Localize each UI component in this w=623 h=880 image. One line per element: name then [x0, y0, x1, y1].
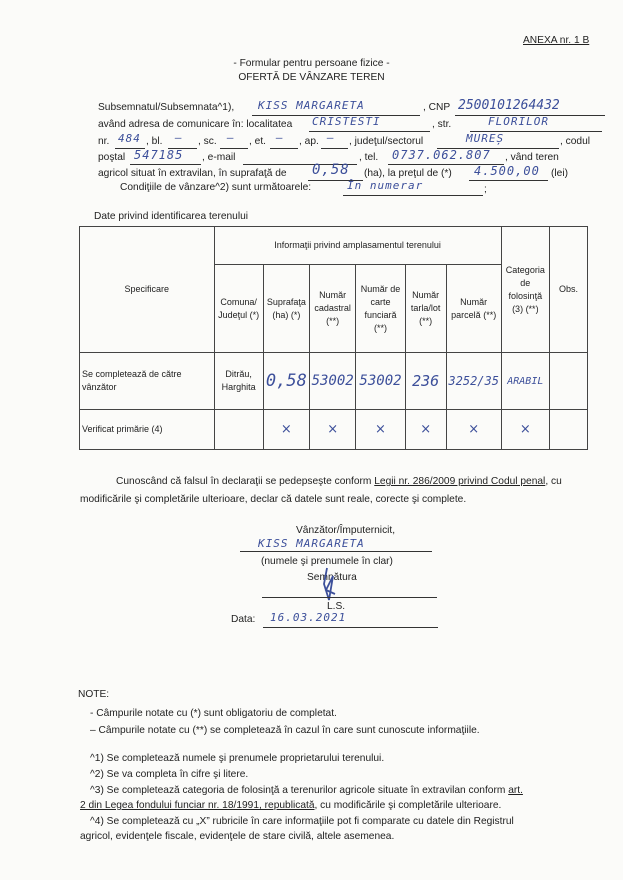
ap-label: , ap. [299, 136, 319, 147]
obs-header: Obs. [549, 227, 587, 353]
date-label: Data: [231, 614, 256, 625]
note-optional: – Câmpurile notate cu (**) se completează în cazul în care sunt cunoscute informaţiile. [90, 725, 480, 736]
land-table [79, 226, 588, 450]
nr-field[interactable]: 484 [118, 132, 141, 145]
cell-obs[interactable] [549, 353, 587, 410]
verif-mark[interactable]: × [501, 410, 549, 450]
cell-comuna: Ditrău, Harghita [214, 353, 263, 410]
footnote-1: ^1) Se completează numele şi prenumele proprietarului terenului. [90, 753, 385, 764]
footnote-2: ^2) Se va completa în cifre şi litere. [90, 769, 249, 780]
street-field[interactable]: FLORILOR [488, 115, 549, 128]
subsemnatul-label: Subsemnatul/Subsemnata^1), [98, 102, 235, 113]
sell-label: , vând teren [505, 152, 559, 163]
cell-carte[interactable]: 53002 [356, 353, 405, 410]
price-label: (ha), la preţul de (*) [364, 168, 452, 179]
col-parcela-header: Număr parcelă (**) [446, 265, 501, 353]
ls-label: L.S. [327, 601, 346, 612]
land-label: agricol situat în extravilan, în suprafaţă de [98, 168, 287, 179]
specificare-header: Specificare [80, 227, 215, 353]
col-comuna-header: Comuna/ Judeţul (*) [214, 265, 263, 353]
price-field[interactable]: 4.500,00 [474, 164, 540, 178]
name-hint: (numele şi prenumele în clar) [261, 556, 393, 567]
signature-label: Semnătura [307, 572, 357, 583]
verif-mark[interactable]: × [309, 410, 355, 450]
law-link[interactable]: Legii nr. 286/2009 privind Codul penal [374, 476, 546, 487]
row2-label: Verificat primărie (4) [80, 410, 215, 450]
cell-cadastral[interactable]: 53002 [309, 353, 355, 410]
art-link[interactable]: art. [508, 785, 523, 796]
ap-field[interactable]: — [327, 131, 335, 144]
row1-label: Se completează de către vânzător [80, 353, 215, 410]
et-label: , et. [249, 136, 266, 147]
cnp-label: , CNP [423, 102, 451, 113]
note-required: - Câmpurile notate cu (*) sunt obligatoriu de completat. [90, 708, 337, 719]
form-title: OFERTĂ DE VÂNZARE TEREN [238, 72, 385, 83]
semicolon: ; [484, 184, 487, 195]
footnote-4: ^4) Se completează cu „X” rubricile în care informaţiile pot fi comparate cu datele din Registrul [90, 816, 514, 827]
cell-tarla[interactable]: 236 [405, 353, 446, 410]
owner-name-field[interactable]: KISS MARGARETA [258, 99, 365, 112]
cell-verif-obs[interactable] [549, 410, 587, 450]
et-field[interactable]: — [276, 131, 284, 144]
bl-field[interactable]: — [175, 131, 183, 144]
declaration-paragraph: Cunoscând că falsul în declaraţii se pedepseşte conform Legii nr. 286/2009 privind Codul penal, cu modificările şi completările ulterioare, declar că datele sunt reale, corecte şi complete. [80, 476, 562, 505]
col-carte-header: Număr de carte funciară (**) [356, 265, 405, 353]
seller-role: Vânzător/Împuternicit, [296, 525, 396, 536]
footnote-3: ^3) Se completează categoria de folosinţă a terenurilor agricole situate în extravilan conform art. [90, 785, 523, 796]
footnote-3-cont: 2 din Legea fondului funciar nr. 18/1991, republicată, cu modificările şi completările ulterioare. [80, 800, 502, 811]
email-label: , e-mail [202, 152, 236, 163]
conditions-label: Condiţiile de vânzare^2) sunt următoarele: [120, 182, 312, 193]
county-label: , judeţul/sectorul [349, 136, 424, 147]
area-field[interactable]: 0,58 [312, 162, 350, 178]
table-row [80, 353, 588, 410]
street-label: , str. [432, 119, 452, 130]
info-header: Informaţii privind amplasamentul terenului [214, 227, 501, 265]
date-field[interactable]: 16.03.2021 [270, 611, 347, 624]
verif-mark[interactable]: × [356, 410, 405, 450]
phone-label: , tel. [359, 152, 379, 163]
verif-mark[interactable]: × [446, 410, 501, 450]
seller-name-field[interactable]: KISS MARGARETA [258, 537, 365, 550]
category-header: Categoria de folosinţă (3) (**) [501, 227, 549, 353]
postal-code-label: , codul [560, 136, 591, 147]
county-field[interactable]: MUREȘ [466, 132, 505, 145]
table-heading: Date privind identificarea terenului [94, 211, 249, 222]
cell-parcela[interactable]: 3252/35 [446, 353, 501, 410]
notes-heading: NOTE: [78, 689, 110, 700]
locality-field[interactable]: CRISTESTI [312, 115, 381, 128]
law-18-link[interactable]: 2 din Legea fondului funciar nr. 18/1991, republicată [80, 800, 315, 811]
col-cadastral-header: Număr cadastral (**) [309, 265, 355, 353]
col-tarla-header: Număr tarla/lot (**) [405, 265, 446, 353]
col-suprafata-header: Suprafaţa (ha) (*) [263, 265, 309, 353]
table-row [80, 410, 588, 450]
currency-label: (lei) [551, 168, 568, 179]
footnote-4-cont: agricol, evidenţele fiscale, evidenţele de stare civilă, altele asemenea. [80, 831, 395, 842]
cell-verif-comuna[interactable] [214, 410, 263, 450]
cell-suprafata[interactable]: 0,58 [263, 353, 309, 410]
postal-label: poştal [98, 152, 126, 163]
form-subtitle: - Formular pentru persoane fizice - [233, 58, 390, 69]
phone-field[interactable]: 0737.062.807 [392, 148, 491, 162]
sc-field[interactable]: — [227, 131, 235, 144]
bl-label: , bl. [146, 136, 163, 147]
cell-category[interactable]: ARABIL [501, 353, 549, 410]
conditions-field[interactable]: În numerar [347, 179, 424, 192]
sc-label: , sc. [198, 136, 217, 147]
cnp-field[interactable]: 2500101264432 [458, 98, 560, 113]
address-label: având adresa de comunicare în: localitatea [98, 119, 293, 130]
nr-label: nr. [98, 136, 110, 147]
annex-label: ANEXA nr. 1 B [523, 35, 590, 46]
verif-mark[interactable]: × [263, 410, 309, 450]
postal-field[interactable]: 547185 [134, 148, 184, 162]
verif-mark[interactable]: × [405, 410, 446, 450]
